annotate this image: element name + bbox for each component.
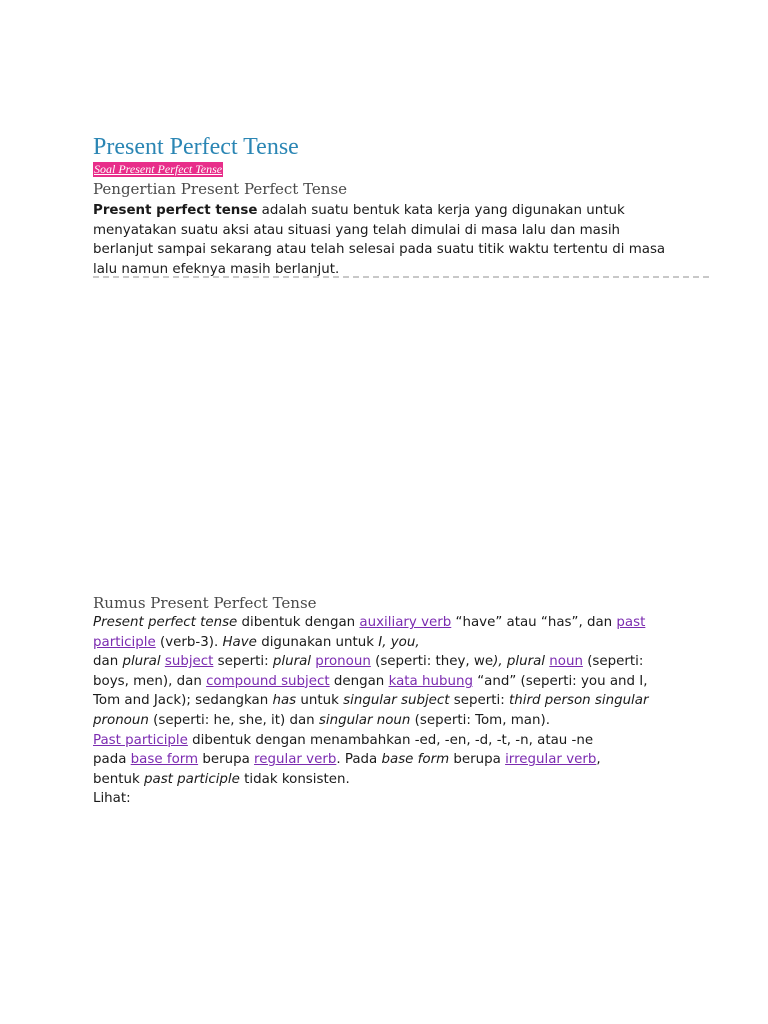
text-run: bentuk <box>93 771 144 787</box>
link-regular-verb[interactable]: regular verb <box>254 752 337 768</box>
link-past-participle-3[interactable]: Past participle <box>93 732 188 748</box>
text-run: base form <box>381 752 450 768</box>
text-run: dan <box>93 654 123 670</box>
text-line <box>93 672 693 692</box>
text-run: seperti: <box>449 693 510 709</box>
text-line: Lihat: <box>93 791 131 807</box>
link-past-participle-1[interactable]: past <box>616 615 646 630</box>
text-line <box>93 652 693 672</box>
text-run: untuk <box>296 693 344 709</box>
text-run: dengan <box>329 673 389 689</box>
link-noun[interactable]: noun <box>549 654 583 670</box>
text-run: (seperti: he, she, it) dan <box>148 712 319 728</box>
text-run: pronoun <box>93 712 149 728</box>
link-auxiliary-verb[interactable]: auxiliary verb <box>359 615 452 630</box>
text-line: lalu namun efeknya masih berlanjut. <box>93 261 340 277</box>
bold-term: Present perfect tense <box>93 203 258 218</box>
text-run: third person singular <box>509 693 649 709</box>
text-run: “and” (seperti: you and I, <box>472 673 648 689</box>
text-line <box>93 750 693 770</box>
link-base-form[interactable]: base form <box>130 752 199 768</box>
text-run: ), plural <box>493 654 546 670</box>
text-run: seperti: <box>213 654 273 670</box>
text-line <box>93 691 693 711</box>
text-run: Tom and Jack); sedangkan <box>93 693 273 709</box>
text-line <box>93 770 693 790</box>
text-run: past participle <box>143 771 240 787</box>
text-run: berupa <box>449 752 506 768</box>
text-run: plural <box>122 654 161 670</box>
text-run: , <box>596 752 601 768</box>
text-run: (verb-3). <box>155 634 223 650</box>
text-line <box>93 613 693 633</box>
text-run: pada <box>93 752 131 768</box>
text-line: berlanjut sampai sekarang atau telah selesai pada suatu titik waktu tertentu di masa <box>93 242 666 258</box>
link-kata-hubung[interactable]: kata hubung <box>388 673 473 689</box>
link-subject[interactable]: subject <box>164 654 214 670</box>
text-run: Present perfect tense <box>93 615 238 630</box>
link-compound-subject[interactable]: compound subject <box>206 673 330 689</box>
text-run: (seperti: Tom, man). <box>410 712 550 728</box>
text-line <box>93 633 693 653</box>
link-past-participle-2[interactable]: participle <box>93 634 156 650</box>
soal-link[interactable]: Soal Present Perfect Tense <box>94 162 223 176</box>
text-run: (seperti: <box>582 654 644 670</box>
text-run: plural <box>272 654 312 670</box>
text-run: boys, men), dan <box>93 673 207 689</box>
text-run: “have” atau “has”, dan <box>451 615 617 630</box>
text-run: digunakan untuk <box>256 634 379 650</box>
paragraph-rumus <box>93 613 693 809</box>
text-run: (seperti: they, we <box>370 654 494 670</box>
text-line <box>93 201 693 221</box>
paragraph-pengertian <box>93 201 693 279</box>
text-run: dibentuk dengan <box>237 615 360 630</box>
text-line <box>93 731 693 751</box>
dashed-divider <box>93 276 709 278</box>
section-heading-rumus: Rumus Present Perfect Tense <box>93 594 317 612</box>
text-run: Have <box>222 634 257 650</box>
text-run: tidak konsisten. <box>239 771 350 787</box>
text-run: . Pada <box>336 752 382 768</box>
link-pronoun[interactable]: pronoun <box>315 654 371 670</box>
text-run: adalah suatu bentuk kata kerja yang digunakan untuk <box>257 203 625 218</box>
text-line <box>93 711 693 731</box>
text-line: menyatakan suatu aksi atau situasi yang telah dimulai di masa lalu dan masih <box>93 222 621 238</box>
text-run: has <box>272 693 297 709</box>
link-irregular-verb[interactable]: irregular verb <box>505 752 597 768</box>
text-run: dibentuk dengan menambahkan -ed, -en, -d, -t, -n, atau -ne <box>187 732 594 748</box>
page-title: Present Perfect Tense <box>93 134 299 160</box>
text-run: I, you, <box>378 634 420 650</box>
text-run: singular subject <box>343 693 450 709</box>
text-run: berupa <box>198 752 255 768</box>
text-run: singular noun <box>318 712 411 728</box>
section-heading-pengertian: Pengertian Present Perfect Tense <box>93 180 348 198</box>
